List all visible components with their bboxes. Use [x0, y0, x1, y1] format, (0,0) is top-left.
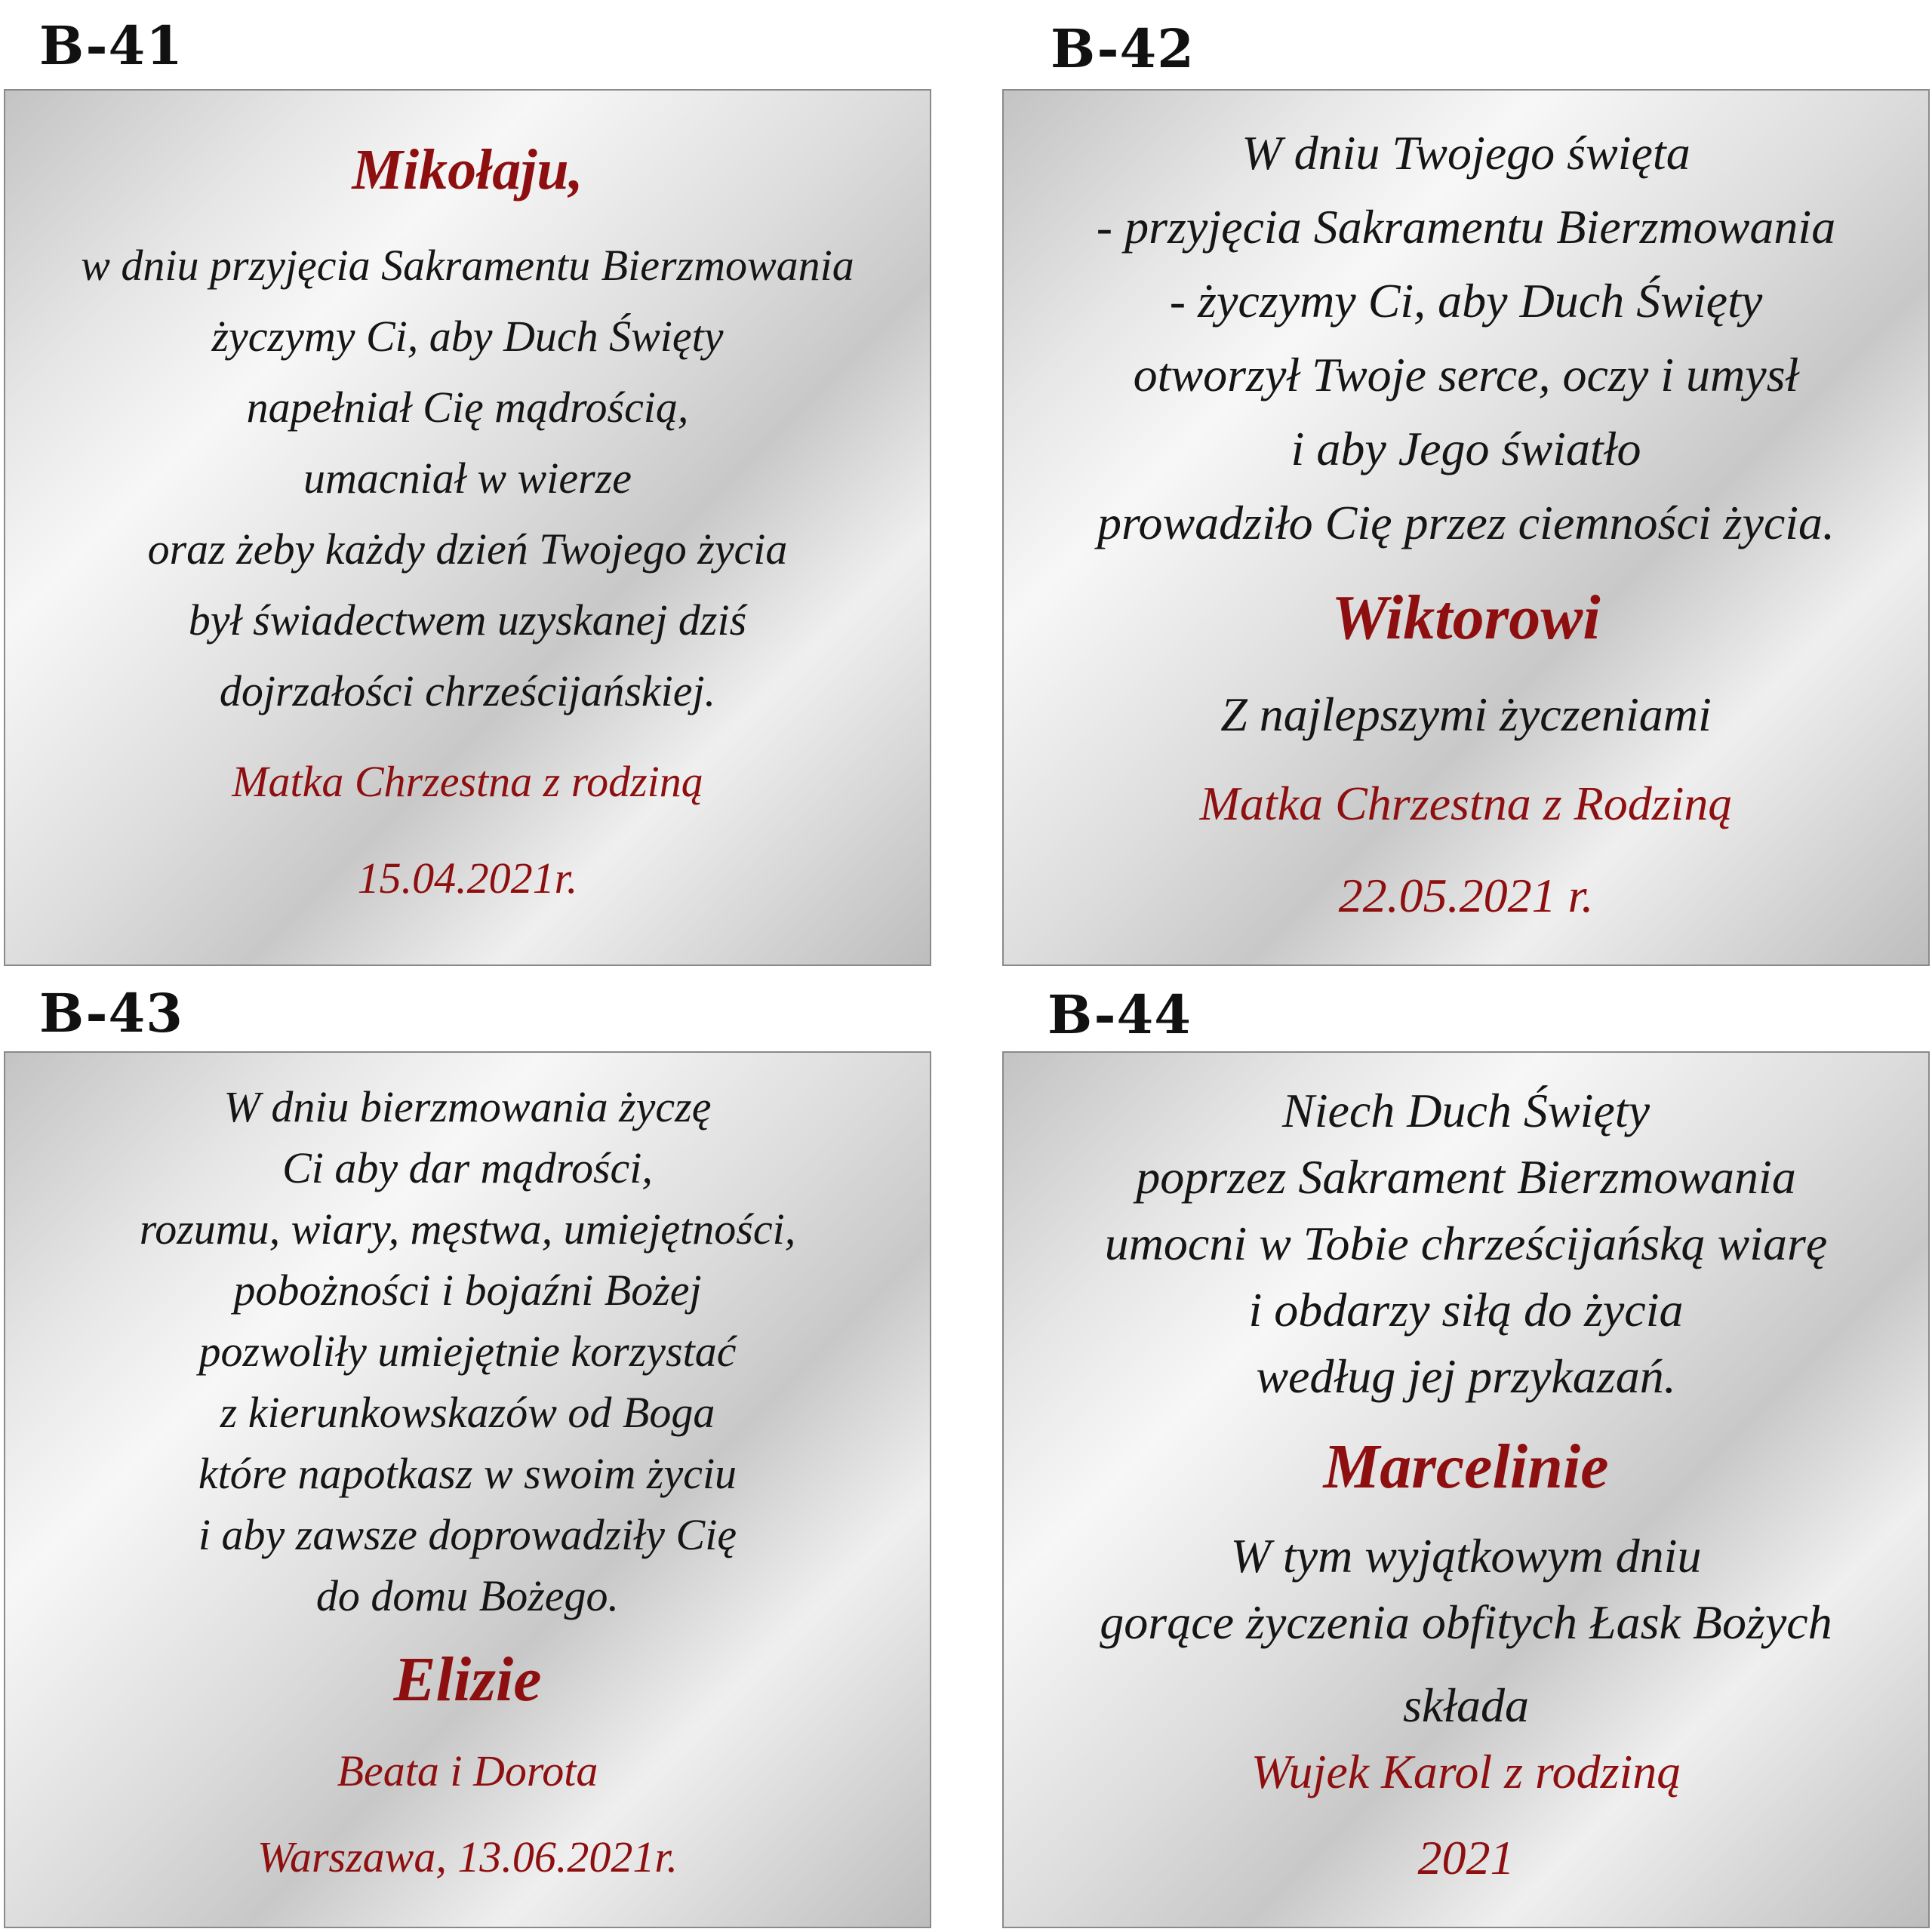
plate-b42-line-6: prowadziło Cię przez ciemności życia.: [1097, 496, 1835, 549]
plate-b43-signature: Beata i Dorota: [337, 1746, 598, 1795]
plate-b41-line-2: życzymy Ci, aby Duch Święty: [211, 312, 724, 361]
plate-b44-line-2: poprzez Sakrament Bierzmowania: [1136, 1150, 1796, 1204]
plate-code-b44: B-44: [1048, 983, 1192, 1046]
plate-b43-line-1: W dniu bierzmowania życzę: [223, 1082, 712, 1131]
plate-b43-line-5: pozwoliły umiejętnie korzystać: [198, 1327, 737, 1376]
plate-b44-line-5: według jej przykazań.: [1256, 1349, 1676, 1403]
plate-b44-closing-line-1: W tym wyjątkowym dniu: [1230, 1529, 1702, 1583]
plate-b44: [1002, 1051, 1930, 1928]
plate-b44-signature: Wujek Karol z rodziną: [1251, 1745, 1681, 1798]
plate-b43-name: Elizie: [393, 1644, 542, 1715]
plate-b41-line-7: dojrzałości chrześcijańskiej.: [219, 666, 716, 715]
plate-b43: [4, 1051, 931, 1928]
plate-b43-line-7: które napotkasz w swoim życiu: [198, 1449, 737, 1498]
plate-b41-date: 15.04.2021r.: [357, 854, 578, 903]
plate-b42-line-1: W dniu Twojego święta: [1241, 126, 1690, 180]
plate-b44-line-1: Niech Duch Święty: [1282, 1084, 1650, 1137]
plate-b41-signature: Matka Chrzestna z rodziną: [232, 757, 703, 806]
plate-b41-name: Mikołaju,: [352, 138, 583, 202]
plate-b42-date: 22.05.2021 r.: [1338, 869, 1594, 922]
plate-b44-line-4: i obdarzy siłą do życia: [1248, 1283, 1684, 1337]
plate-b43-date: Warszawa, 13.06.2021r.: [257, 1832, 678, 1881]
plate-b41-line-5: oraz żeby każdy dzień Twojego życia: [147, 525, 788, 574]
plate-b44-closing-line-3: składa: [1402, 1678, 1530, 1732]
plate-b42-signature: Matka Chrzestna z Rodziną: [1199, 777, 1733, 830]
plate-b42-line-3: - życzymy Ci, aby Duch Święty: [1169, 274, 1763, 328]
plate-b44-date: 2021: [1417, 1831, 1515, 1884]
plate-b42-line-2: - przyjęcia Sakramentu Bierzmowania: [1096, 200, 1836, 254]
plate-b44-closing-line-2: gorące życzenia obfitych Łask Bożych: [1100, 1595, 1832, 1649]
plate-b42-line-4: otworzył Twoje serce, oczy i umysł: [1133, 348, 1799, 401]
plate-b44-name: Marcelinie: [1323, 1432, 1609, 1502]
plate-b42: [1002, 89, 1930, 966]
plate-b41-line-3: napełniał Cię mądrością,: [246, 383, 689, 432]
plate-b42-name: Wiktorowi: [1331, 583, 1601, 653]
plate-b41: [4, 89, 931, 966]
plate-b43-line-6: z kierunkowskazów od Boga: [220, 1388, 715, 1437]
plate-b43-line-2: Ci aby dar mądrości,: [282, 1143, 653, 1192]
plate-code-b42: B-42: [1051, 17, 1195, 80]
plate-b42-line-5: i aby Jego światło: [1291, 422, 1641, 475]
plate-code-b41: B-41: [39, 14, 183, 77]
plate-b43-line-4: pobożności i bojaźni Bożej: [233, 1266, 702, 1315]
plate-b41-line-6: był świadectwem uzyskanej dziś: [188, 595, 747, 645]
plate-b43-line-8: i aby zawsze doprowadziły Cię: [198, 1510, 737, 1559]
plate-code-b43: B-43: [39, 982, 183, 1044]
plate-b43-line-9: do domu Bożego.: [315, 1571, 620, 1620]
plate-b41-line-4: umacniał w wierze: [303, 454, 632, 503]
plate-b41-line-1: w dniu przyjęcia Sakramentu Bierzmowania: [81, 241, 854, 290]
plate-b42-closing: Z najlepszymi życzeniami: [1220, 688, 1712, 741]
plate-b43-line-3: rozumu, wiary, męstwa, umiejętności,: [139, 1204, 796, 1254]
plate-b44-line-3: umocni w Tobie chrześcijańską wiarę: [1104, 1217, 1828, 1270]
